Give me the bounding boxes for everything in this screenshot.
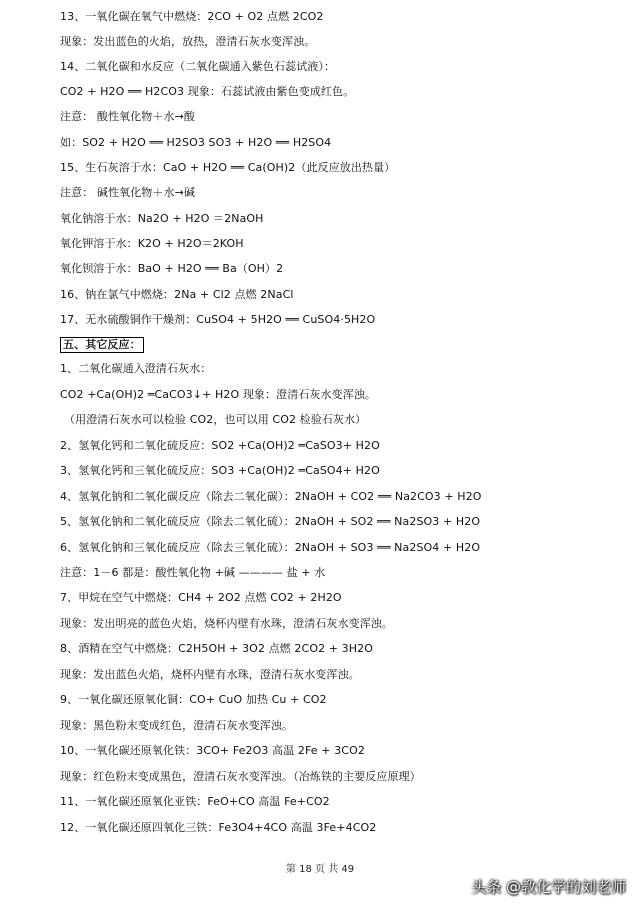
text-line: 现象：黑色粉末变成红色，澄清石灰水变浑浊。 bbox=[60, 719, 294, 732]
text-line: 17、无水硫酸铜作干燥剂：CuSO4 + 5H2O ══ CuSO4·5H2O bbox=[60, 313, 376, 326]
watermark-text: 头条 @教化学的刘老师 bbox=[471, 878, 626, 896]
text-line: 现象：发出蓝色火焰，烧杯内壁有水珠，澄清石灰水变浑浊。 bbox=[60, 668, 360, 681]
text-line: CO2 +Ca(OH)2 ═CaCO3↓+ H2O 现象：澄清石灰水变浑浊。 bbox=[60, 388, 377, 401]
page-number-footer: 第 18 页 共 49 bbox=[285, 864, 355, 875]
text-line: 现象：发出蓝色的火焰，放热，澄清石灰水变浑浊。 bbox=[60, 35, 316, 48]
text-line: 14、二氧化碳和水反应（二氧化碳通入紫色石蕊试液）： bbox=[60, 60, 336, 73]
text-line: （用澄清石灰水可以检验 CO2，也可以用 CO2 检验石灰水） bbox=[64, 413, 367, 426]
text-line: 1、二氧化碳通入澄清石灰水： bbox=[60, 362, 212, 375]
text-line: 2、氢氧化钙和二氧化硫反应：SO2 +Ca(OH)2 ═CaSO3+ H2O bbox=[60, 439, 380, 452]
text-line: 16、钠在氯气中燃烧：2Na + Cl2 点燃 2NaCl bbox=[60, 288, 294, 301]
text-line: 10、一氧化碳还原氧化铁：3CO+ Fe2O3 高温 2Fe + 3CO2 bbox=[60, 744, 365, 757]
text-line: 3、氢氧化钙和三氧化硫反应：SO3 +Ca(OH)2 ═CaSO4+ H2O bbox=[60, 464, 380, 477]
text-line: 7、甲烷在空气中燃烧：CH4 + 2O2 点燃 CO2 + 2H2O bbox=[60, 591, 342, 604]
text-line: 12、一氧化碳还原四氧化三铁：Fe3O4+4CO 高温 3Fe+4CO2 bbox=[60, 821, 377, 834]
text-line: 13、一氧化碳在氧气中燃烧：2CO + O2 点燃 2CO2 bbox=[60, 10, 324, 23]
text-line: 氧化钠溶于水：Na2O + H2O ＝2NaOH bbox=[60, 212, 264, 225]
text-line: 15、生石灰溶于水：CaO + H2O ══ Ca(OH)2（此反应放出热量） bbox=[60, 161, 396, 174]
text-line: 注意：1－6 都是：酸性氧化物 +碱 ———— 盐 + 水 bbox=[60, 566, 326, 579]
text-line: 5、氢氧化钠和二氧化硫反应（除去二氧化硫）：2NaOH + SO2 ══ Na2SO3 + H2O bbox=[60, 515, 481, 528]
text-line: 8、酒精在空气中燃烧：C2H5OH + 3O2 点燃 2CO2 + 3H2O bbox=[60, 642, 374, 655]
section-heading: 五、其它反应： bbox=[60, 337, 144, 353]
text-line: 氧化钡溶于水：BaO + H2O ══ Ba（OH）2 bbox=[60, 262, 284, 275]
text-line: 氧化钾溶于水：K2O + H2O＝2KOH bbox=[60, 237, 244, 250]
text-line: 注意： 碱性氧化物＋水→碱 bbox=[60, 186, 196, 199]
text-line: 4、氢氧化钠和二氧化碳反应（除去二氧化碳）：2NaOH + CO2 ══ Na2CO3 + H2O bbox=[60, 490, 482, 503]
text-line: 11、一氧化碳还原氧化亚铁：FeO+CO 高温 Fe+CO2 bbox=[60, 795, 330, 808]
text-line: 现象：发出明亮的蓝色火焰，烧杯内壁有水珠，澄清石灰水变浑浊。 bbox=[60, 617, 393, 630]
section-heading-wrap bbox=[60, 337, 620, 353]
text-line: 注意： 酸性氧化物＋水→酸 bbox=[60, 110, 196, 123]
text-line: 现象：红色粉末变成黑色，澄清石灰水变浑浊。（冶炼铁的主要反应原理） bbox=[60, 770, 421, 783]
text-line: CO2 + H2O ══ H2CO3 现象：石蕊试液由紫色变成红色。 bbox=[60, 85, 355, 98]
text-line: 6、氢氧化钠和三氧化硫反应（除去三氧化硫）：2NaOH + SO3 ══ Na2SO4 + H2O bbox=[60, 541, 481, 554]
text-line: 如：SO2 + H2O ══ H2SO3 SO3 + H2O ══ H2SO4 bbox=[60, 136, 332, 149]
text-line: 9、一氧化碳还原氧化铜：CO+ CuO 加热 Cu + CO2 bbox=[60, 693, 327, 706]
